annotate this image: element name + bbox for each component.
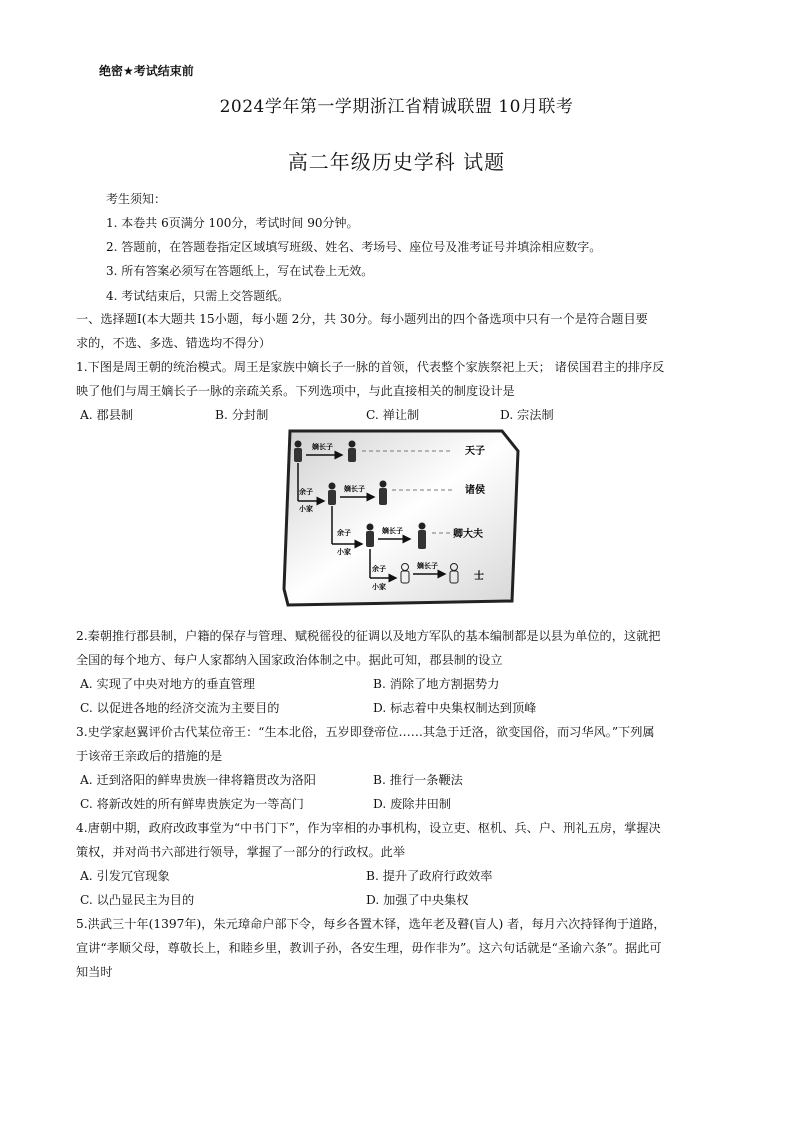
option-d: D. 标志着中央集权制达到顶峰	[373, 701, 537, 715]
option-b: B. 分封制	[215, 408, 269, 422]
question-5-stem: 5.洪武三十年(1397年)，朱元璋命户部下令，每乡各置木铎，选年老及瞽(盲人) 者，每月六次持铎徇于道路，	[76, 917, 666, 931]
question-1-stem-cont: 映了他们与周王嫡长子一脉的亲疏关系。下列选项中，与此直接相关的制度设计是	[76, 384, 515, 398]
figure-icon	[294, 441, 302, 463]
question-3-stem: 3.史学家赵翼评价古代某位帝王：“生本北俗，五岁即登帝位……其急于迁洛，欲变国俗，而习华风。”下列属	[76, 725, 655, 739]
option-b: B. 消除了地方割据势力	[373, 677, 500, 691]
other-son-label: 余子	[372, 565, 386, 573]
figure-icon	[418, 523, 426, 550]
option-a: A. 迁到洛阳的鲜卑贵族一律将籍贯改为洛阳	[80, 773, 316, 787]
section-heading: 一、选择题Ⅰ(本大题共 15小题，每小题 2分，共 30分。每小题列出的四个备选项中只有一个是符合题目要	[76, 312, 648, 326]
other-son-label: 余子	[337, 529, 351, 537]
zhou-hierarchy-diagram	[282, 429, 520, 607]
figure-icon	[366, 524, 374, 548]
notice-item: 1. 本卷共 6页满分 100分，考试时间 90分钟。	[106, 216, 359, 230]
option-b: B. 提升了政府行政效率	[366, 869, 493, 883]
figure-icon	[328, 483, 336, 506]
rank-tianzi: 天子	[465, 446, 485, 457]
question-5-stem-cont: 知当时	[76, 965, 113, 979]
question-1-stem: 1.下图是周王朝的统治模式。周王是家族中嫡长子一脉的首领，代表整个家族祭祀上天； 诸侯国君主的排序反	[76, 360, 665, 374]
eldest-son-label: 嫡长子	[382, 527, 403, 535]
other-son-label: 余子	[299, 488, 313, 496]
option-a: A. 实现了中央对地方的垂直管理	[80, 677, 255, 691]
exam-title: 2024学年第一学期浙江省精诚联盟 10月联考	[219, 97, 574, 117]
notice-heading: 考生须知：	[106, 192, 167, 206]
eldest-son-label: 嫡长子	[417, 562, 438, 570]
subject-title: 高二年级历史学科 试题	[287, 150, 506, 174]
eldest-son-label: 嫡长子	[312, 443, 333, 451]
option-c: C. 以凸显民主为目的	[80, 893, 195, 907]
question-4-stem-cont: 策权，并对尚书六部进行领导，掌握了一部分的行政权。此举	[76, 845, 406, 859]
rank-qingdafu: 卿大夫	[453, 529, 483, 540]
option-d: D. 宗法制	[500, 408, 554, 422]
rank-zhuhou: 诸侯	[465, 485, 485, 496]
option-d: D. 废除井田制	[373, 797, 452, 811]
notice-item: 2. 答题前，在答题卷指定区域填写班级、姓名、考场号、座位号及准考证号并填涂相应数字。	[106, 240, 602, 254]
small-family-label: 小家	[337, 548, 351, 556]
option-c: C. 禅让制	[366, 408, 420, 422]
section-heading-cont: 求的，不选、多选、错选均不得分）	[76, 336, 271, 350]
option-c: C. 以促进各地的经济交流为主要目的	[80, 701, 280, 715]
question-2-stem-cont: 全国的每个地方、每户人家都纳入国家政治体制之中。据此可知，郡县制的设立	[76, 653, 503, 667]
small-family-label: 小家	[372, 583, 386, 591]
option-a: A. 引发冗官现象	[80, 869, 170, 883]
small-family-label: 小家	[299, 505, 313, 513]
question-2-stem: 2.秦朝推行郡县制，户籍的保存与管理、赋税徭役的征调以及地方军队的基本编制都是以县为单位的，这就把	[76, 629, 661, 643]
option-c: C. 将新改姓的所有鲜卑贵族定为一等高门	[80, 797, 304, 811]
option-a: A. 郡县制	[80, 408, 134, 422]
notice-item: 3. 所有答案必须写在答题纸上，写在试卷上无效。	[106, 264, 374, 278]
question-3-stem-cont: 于该帝王亲政后的措施的是	[76, 749, 223, 763]
notice-item: 4. 考试结束后，只需上交答题纸。	[106, 289, 290, 303]
eldest-son-label: 嫡长子	[344, 485, 365, 493]
rank-shi: 士	[474, 571, 484, 582]
question-4-stem: 4.唐朝中期，政府改政事堂为“中书门下”，作为宰相的办事机构，设立吏、枢机、兵、户、刑礼五房，掌握决	[76, 821, 661, 835]
option-b: B. 推行一条鞭法	[373, 773, 463, 787]
figure-icon	[348, 441, 356, 463]
figure-icon	[379, 481, 387, 506]
confidential-label: 绝密★考试结束前	[99, 64, 194, 78]
option-d: D. 加强了中央集权	[366, 893, 469, 907]
question-5-stem-cont: 宣讲“孝顺父母，尊敬长上，和睦乡里，教训子孙，各安生理，毋作非为”。这六句话就是“圣谕六条”。据此可	[76, 941, 662, 955]
